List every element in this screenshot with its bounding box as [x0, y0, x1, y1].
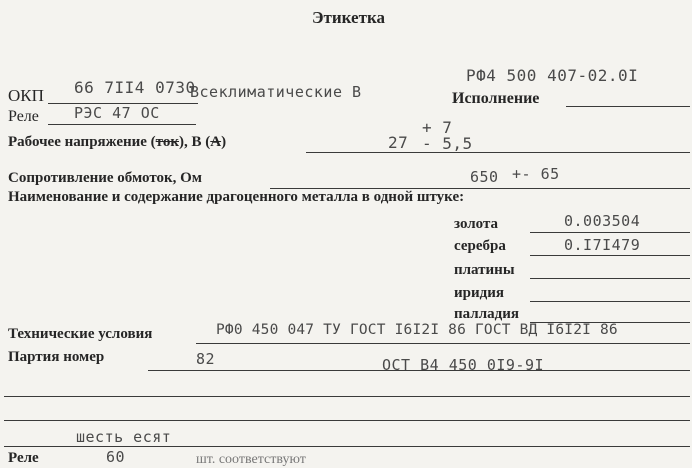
metals-heading: Наименование и содержание драгоценного металла в одной штуке:: [8, 189, 465, 205]
relay-bottom-text: шт. соответствуют: [196, 452, 306, 467]
voltage-minus: - 5,5: [422, 134, 473, 153]
iridium-label: иридия: [454, 285, 504, 301]
tech-conditions-line: [196, 343, 690, 344]
execution-label: Исполнение: [452, 90, 540, 107]
okp-code: 66 7II4 0730: [74, 78, 196, 97]
designation-code: РФ4 500 407-02.0I: [466, 66, 639, 85]
blank-line-2: [4, 420, 690, 421]
okp-label: ОКП: [8, 86, 44, 105]
gold-label: золота: [454, 216, 499, 232]
gold-value: 0.003504: [564, 212, 641, 230]
silver-label: серебра: [454, 238, 506, 254]
voltage-nominal: 27: [388, 133, 409, 152]
voltage-label: Рабочее напряжение (ток), В (А): [8, 134, 227, 150]
relay-line: [48, 124, 196, 125]
tech-conditions-value: РФ0 450 047 ТУ ГОСТ I6I2I 86 ГОСТ ВД I6I2I 86: [216, 322, 618, 338]
iridium-line: [530, 301, 690, 302]
batch-line: [148, 370, 690, 371]
voltage-plus: + 7: [422, 118, 453, 137]
gold-line: [530, 232, 690, 233]
palladium-label: палладия: [454, 306, 519, 322]
resistance-value: 650: [470, 168, 499, 186]
voltage-line: [306, 152, 690, 153]
execution-line: [566, 106, 690, 107]
label-title: Этикетка: [312, 8, 385, 27]
quantity-words: шесть есят: [76, 428, 172, 446]
okp-climate: Всеклиматические В: [190, 83, 362, 101]
quantity-line: [4, 446, 690, 447]
blank-line-1: [4, 396, 690, 397]
relay-label: Реле: [8, 108, 39, 125]
relay-bottom-label: Реле: [8, 450, 39, 466]
batch-number: 82: [196, 350, 216, 368]
platinum-label: платины: [454, 262, 515, 278]
silver-value: 0.I7I479: [564, 236, 641, 254]
silver-line: [530, 255, 690, 256]
relay-bottom-count: 60: [106, 448, 126, 466]
batch-label: Партия номер: [8, 349, 105, 365]
tech-conditions-label: Технические условия: [8, 326, 153, 342]
platinum-line: [530, 278, 690, 279]
relay-value: РЭС 47 ОС: [74, 104, 160, 122]
resistance-label: Сопротивление обмоток, Ом: [8, 170, 203, 186]
batch-standard: ОСТ В4 450 0I9-9I: [382, 356, 545, 374]
resistance-tolerance: +- 65: [512, 165, 560, 183]
